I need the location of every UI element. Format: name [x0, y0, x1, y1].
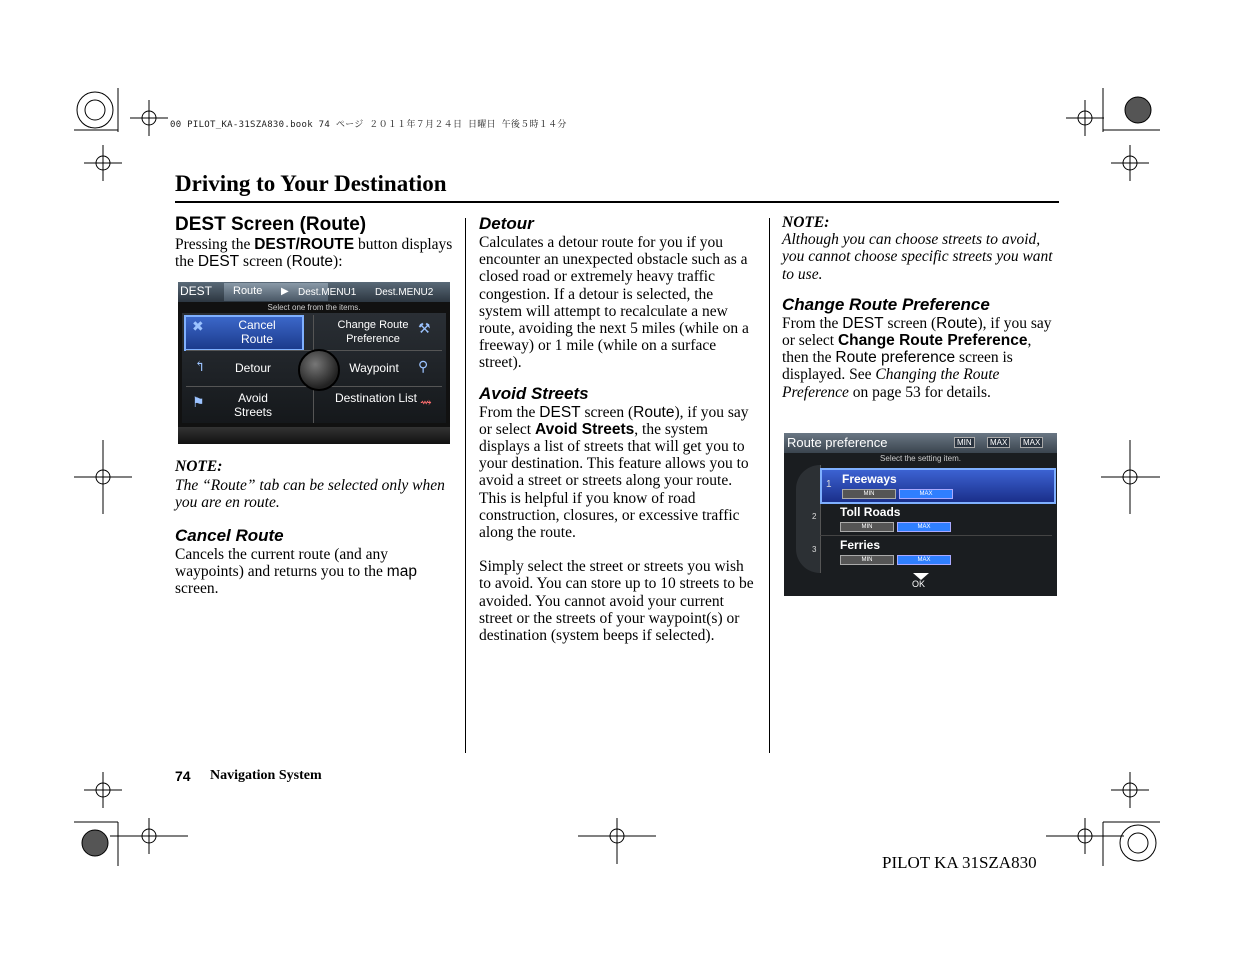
note-heading-2: NOTE:	[782, 214, 830, 231]
side-dial	[796, 465, 821, 573]
screen-hint: Select one from the items.	[267, 303, 361, 312]
avoid-streets-text: From the DEST screen (Route), if you say or select Avoid Streets, the system displays a list of streets that will get you to your destination. This feature allows you to avoid a street or streets along your route. This is helpful if you know of road construction, closures, or excessive traffic along the route.	[479, 403, 749, 542]
menu-grid	[182, 313, 446, 423]
avoid-streets-text-2: Simply select the street or streets you wish to avoid. You can store up to 10 streets to be avoided. You cannot avoid your current street or the streets of your waypoint(s) or destination (system beeps if selected).	[479, 558, 754, 645]
detour-heading: Detour	[479, 214, 534, 233]
model-code: PILOT KA 31SZA830	[882, 853, 1037, 872]
center-knob	[298, 349, 340, 391]
legend-min: MIN	[954, 437, 975, 448]
change-route-preference-text: From the DEST screen (Route), if you say or select Change Route Preference, then the Route preference screen is displayed. See Changing the Route Preference on page 53 for details.	[782, 314, 1052, 401]
menu-detour: Detour	[234, 361, 272, 375]
route-preference-screen	[784, 433, 1057, 596]
cancel-route-heading: Cancel Route	[175, 525, 284, 545]
legend-max-1: MAX	[987, 437, 1010, 448]
book-file-line: 00 PILOT_KA-31SZA830.book 74 ページ ２０１１年７月２４日 日曜日 午後５時１４分	[170, 120, 567, 130]
play-arrow-icon: ▶	[281, 286, 289, 297]
column-2	[479, 214, 755, 644]
column-1	[175, 214, 455, 270]
tab-dest: DEST	[180, 284, 213, 298]
menu-waypoint: Waypoint	[349, 361, 399, 375]
cancel-route-icon: ✖	[192, 320, 204, 335]
section-heading-dest-screen: DEST Screen (Route)	[175, 214, 367, 235]
cancel-route-text: Cancels the current route (and any waypoints) and returns you to the map screen.	[175, 545, 417, 598]
dest-route-screen	[178, 282, 450, 444]
waypoint-search-icon: ⚲	[418, 360, 429, 375]
destination-list-icon: ⇝	[420, 396, 432, 411]
detour-text: Calculates a detour route for you if you encounter an unexpected obstacle such as a closed road or extremely heavy traffic congestion. If a detour is selected, the system will attempt to recalculate a new route, avoiding the next 5 miles (while on a freeway) or 1 mile (while on a surface street).	[479, 234, 749, 372]
pref-row-toll-roads: 2 Toll Roads MIN MAX	[820, 503, 1052, 536]
tab-dest-menu2: Dest.MENU2	[375, 287, 434, 298]
page-title: Driving to Your Destination	[175, 171, 447, 196]
legend-max-2: MAX	[1020, 437, 1043, 448]
tab-dest-menu1: Dest.MENU1	[298, 287, 357, 298]
intro-paragraph: Pressing the DEST/ROUTE button displays the DEST screen (Route):	[175, 236, 453, 271]
footer-section: Navigation System	[210, 768, 322, 783]
menu-destination-list: Destination List	[334, 391, 418, 405]
column-1-lower	[175, 458, 455, 597]
ok-label: OK	[912, 579, 926, 589]
change-route-preference-heading: Change Route Preference	[782, 294, 990, 314]
route-preference-icon: ⚒	[418, 322, 431, 337]
screen-bottom-bar	[178, 427, 450, 444]
screen-hint-2: Select the setting item.	[880, 454, 961, 463]
column-divider-1	[465, 218, 466, 753]
avoid-streets-heading: Avoid Streets	[479, 383, 589, 403]
page-number: 74	[175, 768, 191, 784]
menu-cancel-route: Cancel Route	[238, 318, 276, 346]
detour-icon: ↰	[194, 360, 206, 375]
menu-avoid-streets: Avoid Streets	[233, 391, 272, 419]
pref-row-freeways: 1 Freeways MIN MAX	[820, 468, 1056, 504]
column-3	[782, 214, 1058, 401]
pref-row-ferries: 3 Ferries MIN MAX	[820, 536, 1052, 568]
note-text: The “Route” tab can be selected only when you are en route.	[175, 477, 445, 512]
menu-change-route-preference: Change Route Preference	[337, 319, 409, 345]
avoid-streets-icon: ⚑	[192, 396, 205, 411]
column-divider-2	[769, 218, 770, 753]
title-rule	[175, 201, 1059, 203]
screen-title: Route preference	[787, 435, 888, 450]
note-heading: NOTE:	[175, 458, 223, 475]
note-text-2: Although you can choose streets to avoid, you cannot choose specific streets you want to use.	[782, 231, 1053, 283]
tab-route: Route	[233, 285, 263, 297]
